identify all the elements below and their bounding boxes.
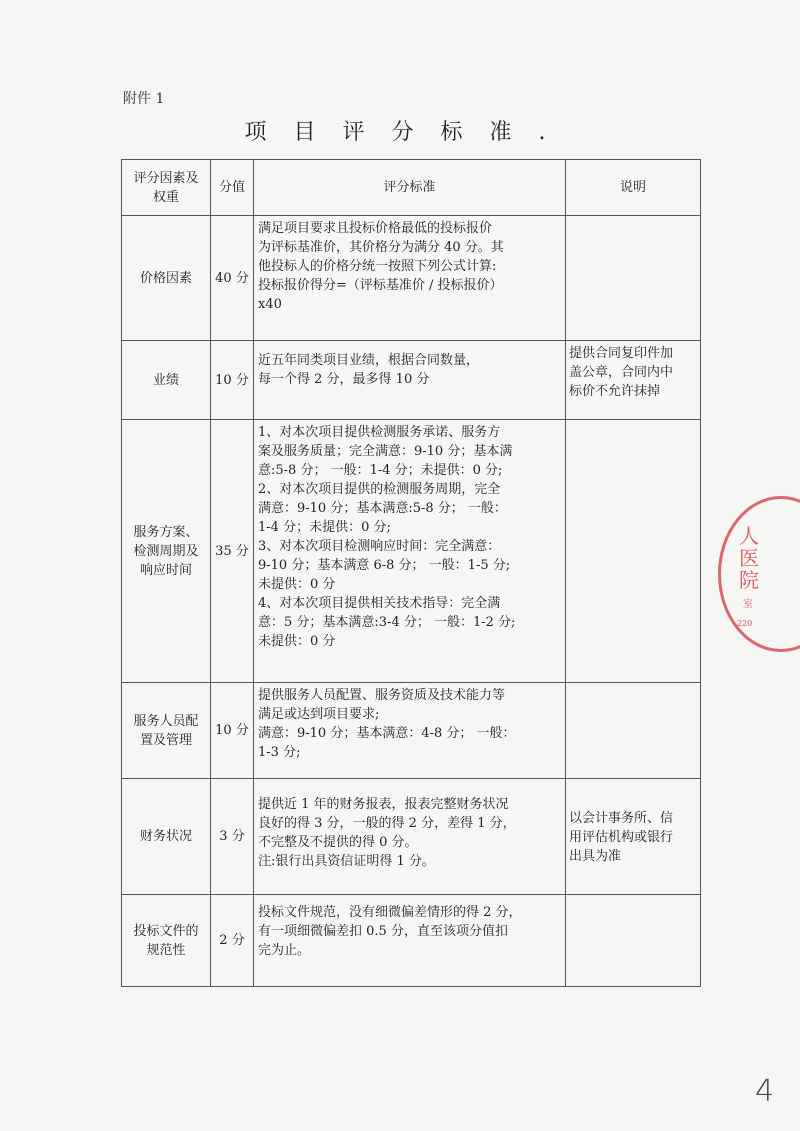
row-criteria: 提供服务人员配置、服务资质及技术能力等 满足或达到项目要求; 满意：9-10 分；基本满意：4-8 分； 一般： 1-3 分; bbox=[254, 683, 566, 779]
row-score: 10 分 bbox=[211, 341, 254, 420]
seal-text: 人 医 院 bbox=[739, 524, 759, 592]
official-seal bbox=[718, 496, 800, 652]
table-header-row bbox=[122, 160, 701, 216]
table-row bbox=[122, 341, 701, 420]
row-score: 40 分 bbox=[211, 216, 254, 341]
table-row bbox=[122, 420, 701, 683]
row-factor: 业绩 bbox=[122, 341, 211, 420]
row-criteria: 提供近 1 年的财务报表，报表完整财务状况 良好的得 3 分，一般的得 2 分，差得 1 分， 不完整及不提供的得 0 分。 注:银行出具资信证明得 1 分。 bbox=[254, 779, 566, 895]
row-score: 2 分 bbox=[211, 895, 254, 987]
row-criteria: 1、对本次项目提供检测服务承诺、服务方 案及服务质量；完全满意：9-10 分；基本满 意:5-8 分； 一般：1-4 分；未提供：0 分; 2、对本次项目提供的检测服务周期，完全 满意：9-10 分；基本满意:5-8 分； 一般： 1-4 分；未提供：0 分; 3、对本次项目检测响应时间：完全满意： 9-10 分；基本满意 6-8 分； 一般：1-5 分; 未提供：0 分 4、对本次项目提供相关技术指导：完全满 意：5 分；基本满意:3-4 分； 一般：1-2 分; 未提供：0 分 bbox=[254, 420, 566, 683]
row-note: 以会计事务所、信 用评估机构或银行 出具为准 bbox=[566, 779, 701, 895]
header-note: 说明 bbox=[566, 160, 701, 216]
table-row bbox=[122, 683, 701, 779]
row-note: 提供合同复印件加 盖公章，合同内中 标价不允许抹掉 bbox=[566, 341, 701, 420]
page-number: 4 bbox=[755, 1074, 775, 1109]
row-factor: 价格因素 bbox=[122, 216, 211, 341]
row-score: 3 分 bbox=[211, 779, 254, 895]
attachment-label: 附件 1 bbox=[123, 91, 165, 107]
seal-small-text: 室 bbox=[743, 599, 753, 610]
row-note bbox=[566, 683, 701, 779]
row-factor: 服务方案、 检测周期及 响应时间 bbox=[122, 420, 211, 683]
row-criteria: 满足项目要求且投标价格最低的投标报价 为评标基准价，其价格分为满分 40 分。其 他投标人的价格分统一按照下列公式计算: 投标报价得分=（评标基准价 / 投标报价） x40 bbox=[254, 216, 566, 341]
row-factor: 投标文件的 规范性 bbox=[122, 895, 211, 987]
table-row bbox=[122, 895, 701, 987]
row-factor: 服务人员配 置及管理 bbox=[122, 683, 211, 779]
row-score: 10 分 bbox=[211, 683, 254, 779]
row-factor: 财务状况 bbox=[122, 779, 211, 895]
scoring-table bbox=[121, 159, 701, 987]
row-note bbox=[566, 420, 701, 683]
row-criteria: 投标文件规范，没有细微偏差情形的得 2 分， 有一项细微偏差扣 0.5 分，直至该项分值扣 完为止。 bbox=[254, 895, 566, 987]
row-note bbox=[566, 216, 701, 341]
document-title: 项 目 评 分 标 准 . bbox=[244, 120, 556, 145]
row-score: 35 分 bbox=[211, 420, 254, 683]
row-criteria: 近五年同类项目业绩，根据合同数量， 每一个得 2 分，最多得 10 分 bbox=[254, 341, 566, 420]
seal-number: 220 bbox=[737, 619, 753, 628]
header-criteria: 评分标准 bbox=[254, 160, 566, 216]
table-row bbox=[122, 216, 701, 341]
header-factor: 评分因素及 权重 bbox=[122, 160, 211, 216]
header-score: 分值 bbox=[211, 160, 254, 216]
table-row bbox=[122, 779, 701, 895]
row-note bbox=[566, 895, 701, 987]
